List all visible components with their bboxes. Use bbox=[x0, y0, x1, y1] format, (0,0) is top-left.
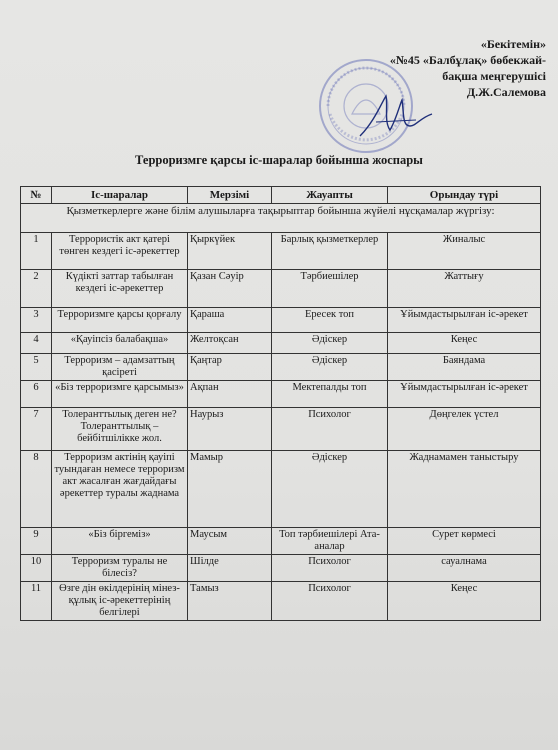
cell-num: 10 bbox=[21, 555, 52, 582]
section-title: Қызметкерлерге және білім алушыларға тақырыптар бойынша жүйелі нұсқамалар жүргізу: bbox=[21, 204, 541, 233]
cell-num: 9 bbox=[21, 528, 52, 555]
table-row bbox=[21, 408, 541, 451]
approval-line: «№45 «Балбұлақ» бөбекжай- bbox=[389, 53, 546, 67]
cell-responsible: Топ тәрбиешілері Ата-аналар bbox=[272, 528, 388, 555]
header-form: Орындау түрі bbox=[388, 187, 541, 204]
cell-term: Наурыз bbox=[188, 408, 272, 451]
cell-num: 1 bbox=[21, 233, 52, 270]
table-row bbox=[21, 270, 541, 308]
section-row bbox=[21, 204, 541, 233]
table-row bbox=[21, 451, 541, 528]
cell-form: Жаттығу bbox=[388, 270, 541, 308]
cell-form: Ұйымдастырылған іс-әрекет bbox=[388, 308, 541, 333]
cell-num: 5 bbox=[21, 354, 52, 381]
cell-event: Терроризм туралы не білесіз? bbox=[52, 555, 188, 582]
cell-form: Жаднамамен таныстыру bbox=[388, 451, 541, 528]
approval-line: «Бекітемін» bbox=[480, 37, 546, 51]
cell-term: Ақпан bbox=[188, 381, 272, 408]
cell-form: Баяндама bbox=[388, 354, 541, 381]
cell-event: Күдікті заттар табылған кездегі іс-әрекеттер bbox=[52, 270, 188, 308]
table-row bbox=[21, 528, 541, 555]
approval-block bbox=[336, 36, 546, 100]
cell-term: Қараша bbox=[188, 308, 272, 333]
approval-line: бақша меңгерушісі bbox=[442, 69, 546, 83]
page-title: Терроризмге қарсы іс-шаралар бойынша жоспары bbox=[135, 153, 423, 167]
cell-event: Террористік акт қатері төнген кездегі іс-әрекеттер bbox=[52, 233, 188, 270]
cell-event: Терроризм актінің қауіпі туындаған немесе терроризм акт жасалған жағдайдағы әрекеттер туралы жаднама bbox=[52, 451, 188, 528]
cell-num: 7 bbox=[21, 408, 52, 451]
cell-event: Өзге дін өкілдерінің мінез-құлық іс-әрекеттерінің белгілері bbox=[52, 582, 188, 621]
table-row bbox=[21, 555, 541, 582]
header-event: Іс-шаралар bbox=[52, 187, 188, 204]
cell-responsible: Мектепалды топ bbox=[272, 381, 388, 408]
cell-term: Маусым bbox=[188, 528, 272, 555]
table-header-row bbox=[21, 187, 541, 204]
cell-event: «Қауіпсіз балабақша» bbox=[52, 333, 188, 354]
cell-term: Шілде bbox=[188, 555, 272, 582]
cell-num: 11 bbox=[21, 582, 52, 621]
cell-form: сауалнама bbox=[388, 555, 541, 582]
approval-signatory: Д.Ж.Салемова bbox=[466, 85, 546, 99]
header-responsible: Жауапты bbox=[272, 187, 388, 204]
table-row bbox=[21, 308, 541, 333]
cell-responsible: Тәрбиешілер bbox=[272, 270, 388, 308]
table-row bbox=[21, 233, 541, 270]
cell-responsible: Әдіскер bbox=[272, 451, 388, 528]
header-num: № bbox=[21, 187, 52, 204]
cell-responsible: Психолог bbox=[272, 582, 388, 621]
cell-responsible: Ересек топ bbox=[272, 308, 388, 333]
plan-table bbox=[20, 186, 541, 621]
cell-form: Ұйымдастырылған іс-әрекет bbox=[388, 381, 541, 408]
cell-event: «Біз біргеміз» bbox=[52, 528, 188, 555]
cell-responsible: Барлық қызметкерлер bbox=[272, 233, 388, 270]
cell-num: 3 bbox=[21, 308, 52, 333]
table-row bbox=[21, 354, 541, 381]
cell-responsible: Әдіскер bbox=[272, 354, 388, 381]
cell-term: Желтоқсан bbox=[188, 333, 272, 354]
cell-event: Терроризмге қарсы қорғалу bbox=[52, 308, 188, 333]
cell-num: 4 bbox=[21, 333, 52, 354]
header-term: Мерзімі bbox=[188, 187, 272, 204]
cell-event: Толеранттылық деген не? Толеранттылық – бейбітшілікке жол. bbox=[52, 408, 188, 451]
cell-responsible: Әдіскер bbox=[272, 333, 388, 354]
cell-form: Жиналыс bbox=[388, 233, 541, 270]
cell-form: Кеңес bbox=[388, 582, 541, 621]
cell-term: Қыркүйек bbox=[188, 233, 272, 270]
cell-term: Қаңтар bbox=[188, 354, 272, 381]
cell-event: «Біз терроризмге қарсымыз» bbox=[52, 381, 188, 408]
table-row bbox=[21, 381, 541, 408]
cell-term: Тамыз bbox=[188, 582, 272, 621]
cell-event: Терроризм – адамзаттың қасіреті bbox=[52, 354, 188, 381]
cell-form: Кеңес bbox=[388, 333, 541, 354]
cell-num: 6 bbox=[21, 381, 52, 408]
table-row bbox=[21, 333, 541, 354]
cell-form: Дөңгелек үстел bbox=[388, 408, 541, 451]
cell-responsible: Психолог bbox=[272, 408, 388, 451]
cell-num: 8 bbox=[21, 451, 52, 528]
cell-term: Мамыр bbox=[188, 451, 272, 528]
cell-form: Сурет көрмесі bbox=[388, 528, 541, 555]
table-row bbox=[21, 582, 541, 621]
cell-responsible: Психолог bbox=[272, 555, 388, 582]
cell-num: 2 bbox=[21, 270, 52, 308]
cell-term: Қазан Сәуір bbox=[188, 270, 272, 308]
